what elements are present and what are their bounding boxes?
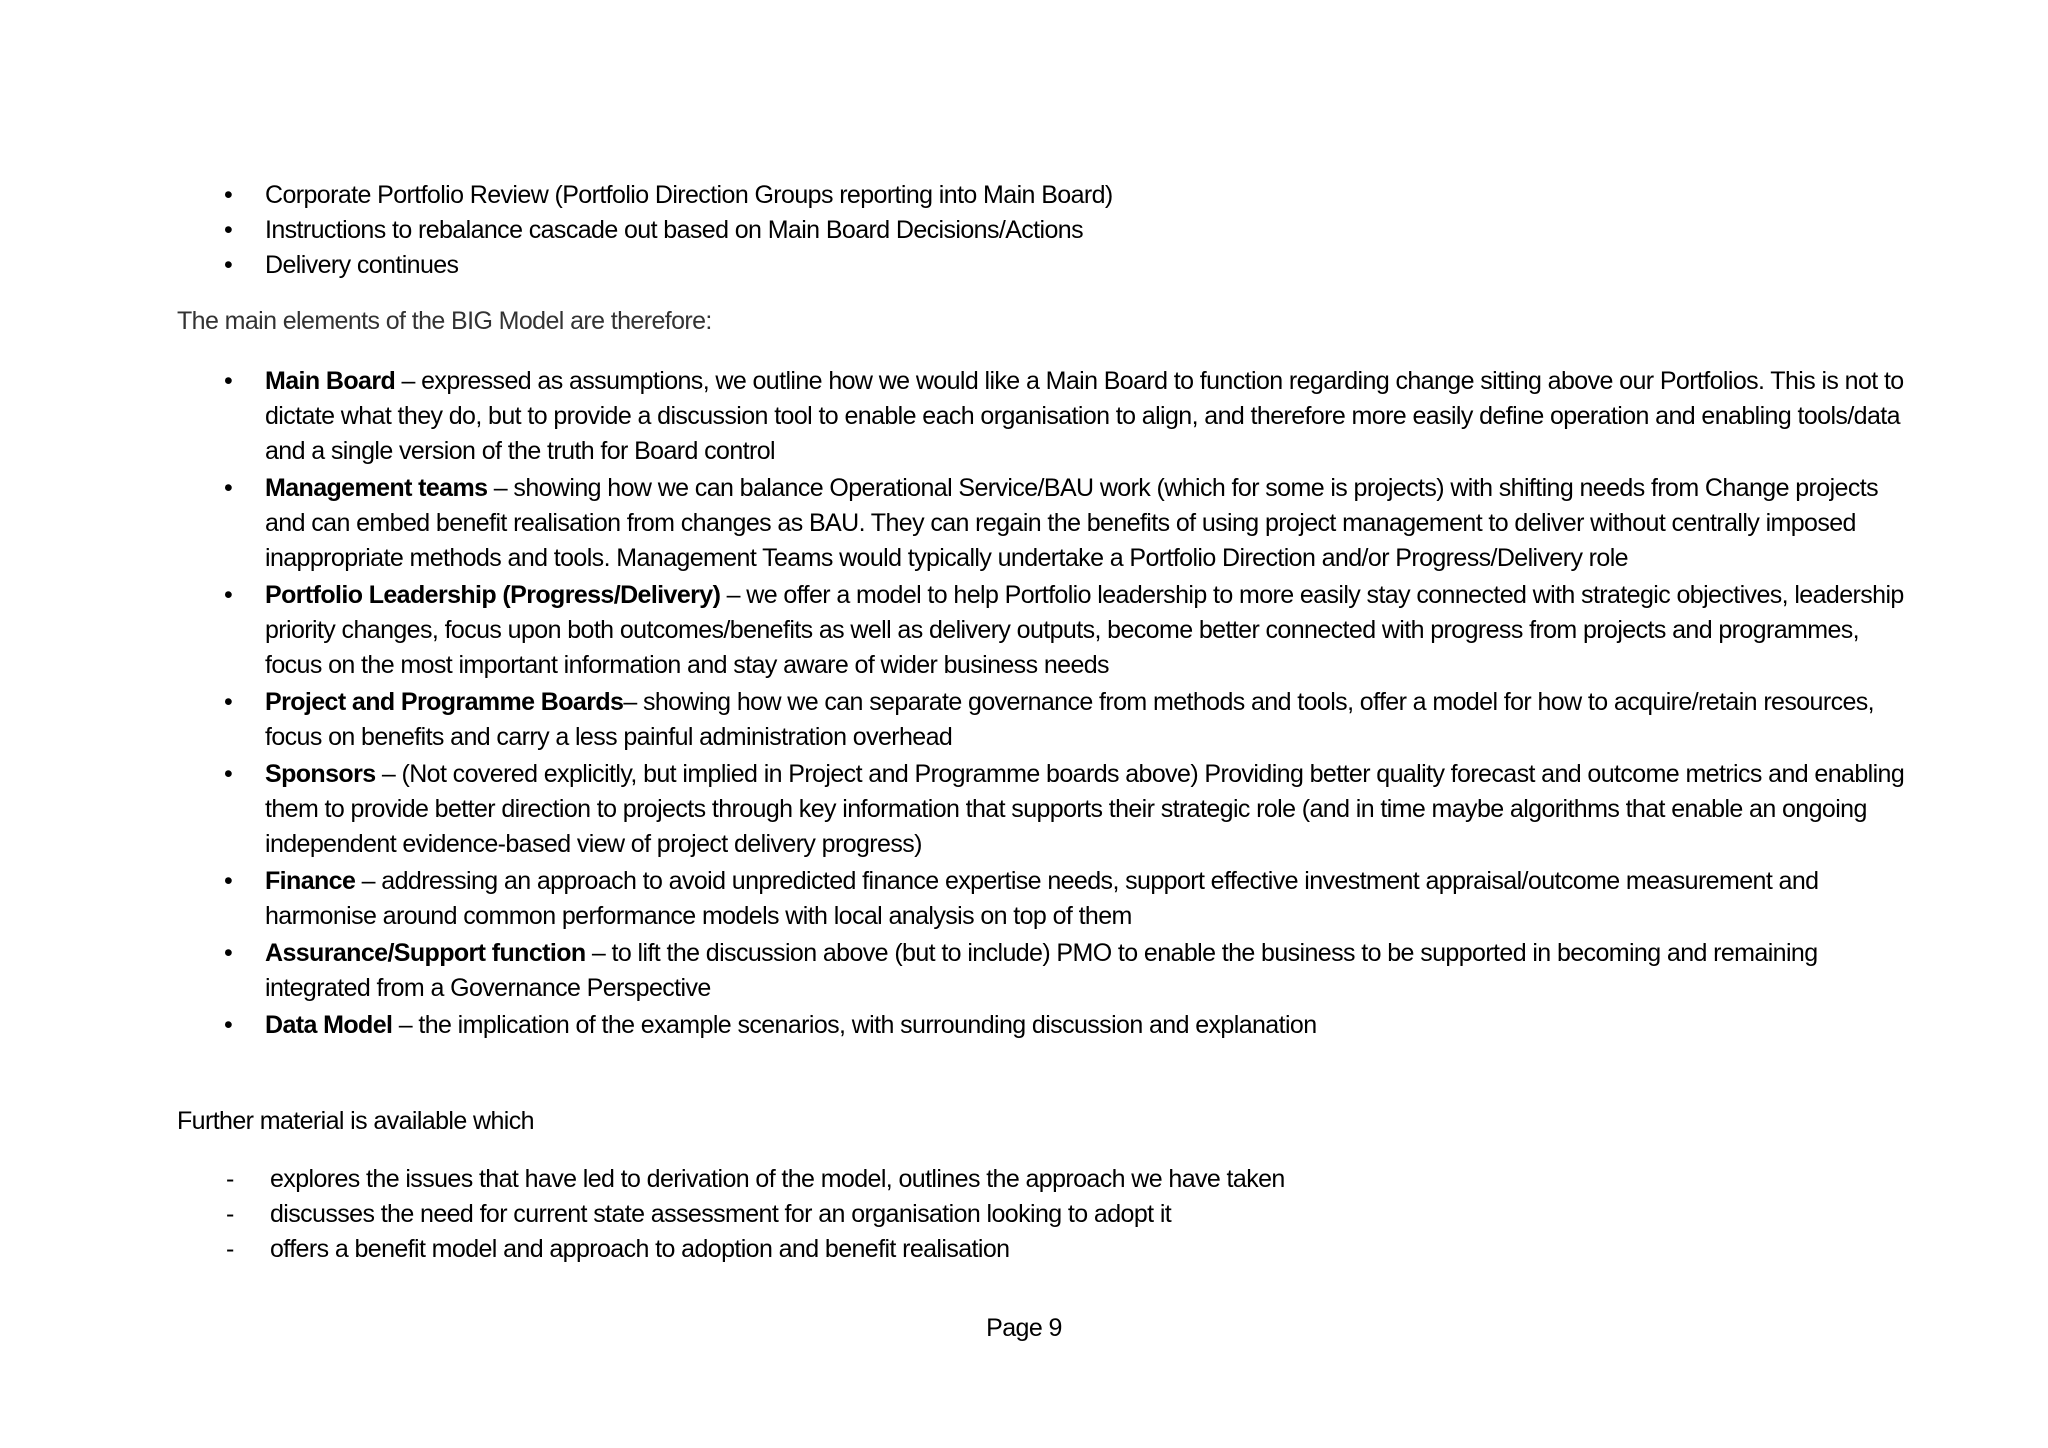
bullet-icon: • — [224, 760, 233, 788]
bullet-icon: • — [224, 939, 233, 967]
list-item — [226, 1232, 1870, 1267]
dash-icon: - — [226, 1165, 234, 1193]
list-item-text: explores the issues that have led to derivation of the model, outlines the approach we have taken — [270, 1165, 1285, 1193]
element-description: – to lift the discussion above (but to include) PMO to enable the business to be supported in becoming and remaining integrated from a Governance Perspective — [265, 939, 1818, 1002]
dash-icon: - — [226, 1235, 234, 1263]
list-item-text: Delivery continues — [265, 251, 459, 279]
element-description: – the implication of the example scenarios, with surrounding discussion and explanation — [392, 1011, 1317, 1039]
bullet-icon: • — [224, 367, 233, 395]
element-description: – (Not covered explicitly, but implied in Project and Programme boards above) Providing better quality forecast and outcome metrics and enabling them to provide better direction to projects through key information that supports their strategic role (and in time maybe algorithms that enable an ongoing independent evidence-based view of project delivery progress) — [265, 760, 1905, 858]
list-item — [224, 213, 1905, 248]
bullet-icon: • — [224, 181, 233, 209]
element-term: Data Model — [265, 1011, 393, 1039]
dash-icon: - — [226, 1200, 234, 1228]
list-item — [226, 1197, 1870, 1232]
list-item — [224, 864, 1905, 934]
element-term: Portfolio Leadership (Progress/Delivery) — [265, 581, 721, 609]
bullet-icon: • — [224, 867, 233, 895]
bullet-icon: • — [224, 581, 233, 609]
bullet-icon: • — [224, 688, 233, 716]
element-description: – showing how we can separate governance from methods and tools, offer a model for how to acquire/retain resources, focus on benefits and carry a less painful administration overhead — [265, 688, 1875, 751]
model-elements-list — [224, 364, 1905, 1045]
bullet-icon: • — [224, 474, 233, 502]
element-term: Management teams — [265, 474, 488, 502]
element-term: Project and Programme Boards — [265, 688, 624, 716]
page-number: Page 9 — [986, 1314, 1062, 1342]
intro-paragraph: The main elements of the BIG Model are therefore: — [177, 307, 712, 335]
element-description: – addressing an approach to avoid unpredicted finance expertise needs, support effective investment appraisal/outcome measurement and harmonise around common performance models with local analysis on top of them — [265, 867, 1819, 930]
further-paragraph: Further material is available which — [177, 1107, 534, 1135]
bullet-icon: • — [224, 251, 233, 279]
list-item — [224, 471, 1905, 576]
list-item — [226, 1162, 1870, 1197]
top-bullet-list — [224, 178, 1905, 283]
list-item — [224, 178, 1905, 213]
element-description: – showing how we can balance Operational Service/BAU work (which for some is projects) with shifting needs from Change projects and can embed benefit realisation from changes as BAU. They can regain the benefits of using project management to deliver without centrally imposed inappropriate methods and tools. Management Teams would typically undertake a Portfolio Direction and/or Progress/Delivery role — [265, 474, 1878, 572]
element-term: Finance — [265, 867, 356, 895]
list-item — [224, 248, 1905, 283]
list-item — [224, 685, 1905, 755]
list-item-text: offers a benefit model and approach to adoption and benefit realisation — [270, 1235, 1010, 1263]
element-term: Assurance/Support function — [265, 939, 586, 967]
element-description: – we offer a model to help Portfolio leadership to more easily stay connected with strategic objectives, leadership priority changes, focus upon both outcomes/benefits as well as delivery outputs, become better connected with progress from projects and programmes, focus on the most important information and stay aware of wider business needs — [265, 581, 1904, 679]
list-item — [224, 936, 1905, 1006]
element-term: Sponsors — [265, 760, 376, 788]
list-item — [224, 364, 1905, 469]
list-item — [224, 1008, 1905, 1043]
further-dash-list — [226, 1162, 1870, 1267]
list-item-text: Corporate Portfolio Review (Portfolio Direction Groups reporting into Main Board) — [265, 181, 1113, 209]
list-item-text: Instructions to rebalance cascade out based on Main Board Decisions/Actions — [265, 216, 1083, 244]
element-description: – expressed as assumptions, we outline how we would like a Main Board to function regarding change sitting above our Portfolios. This is not to dictate what they do, but to provide a discussion tool to enable each organisation to align, and therefore more easily define operation and enabling tools/data and a single version of the truth for Board control — [265, 367, 1904, 465]
bullet-icon: • — [224, 216, 233, 244]
list-item-text: discusses the need for current state assessment for an organisation looking to adopt it — [270, 1200, 1172, 1228]
list-item — [224, 757, 1905, 862]
list-item — [224, 578, 1905, 683]
bullet-icon: • — [224, 1011, 233, 1039]
element-term: Main Board — [265, 367, 396, 395]
